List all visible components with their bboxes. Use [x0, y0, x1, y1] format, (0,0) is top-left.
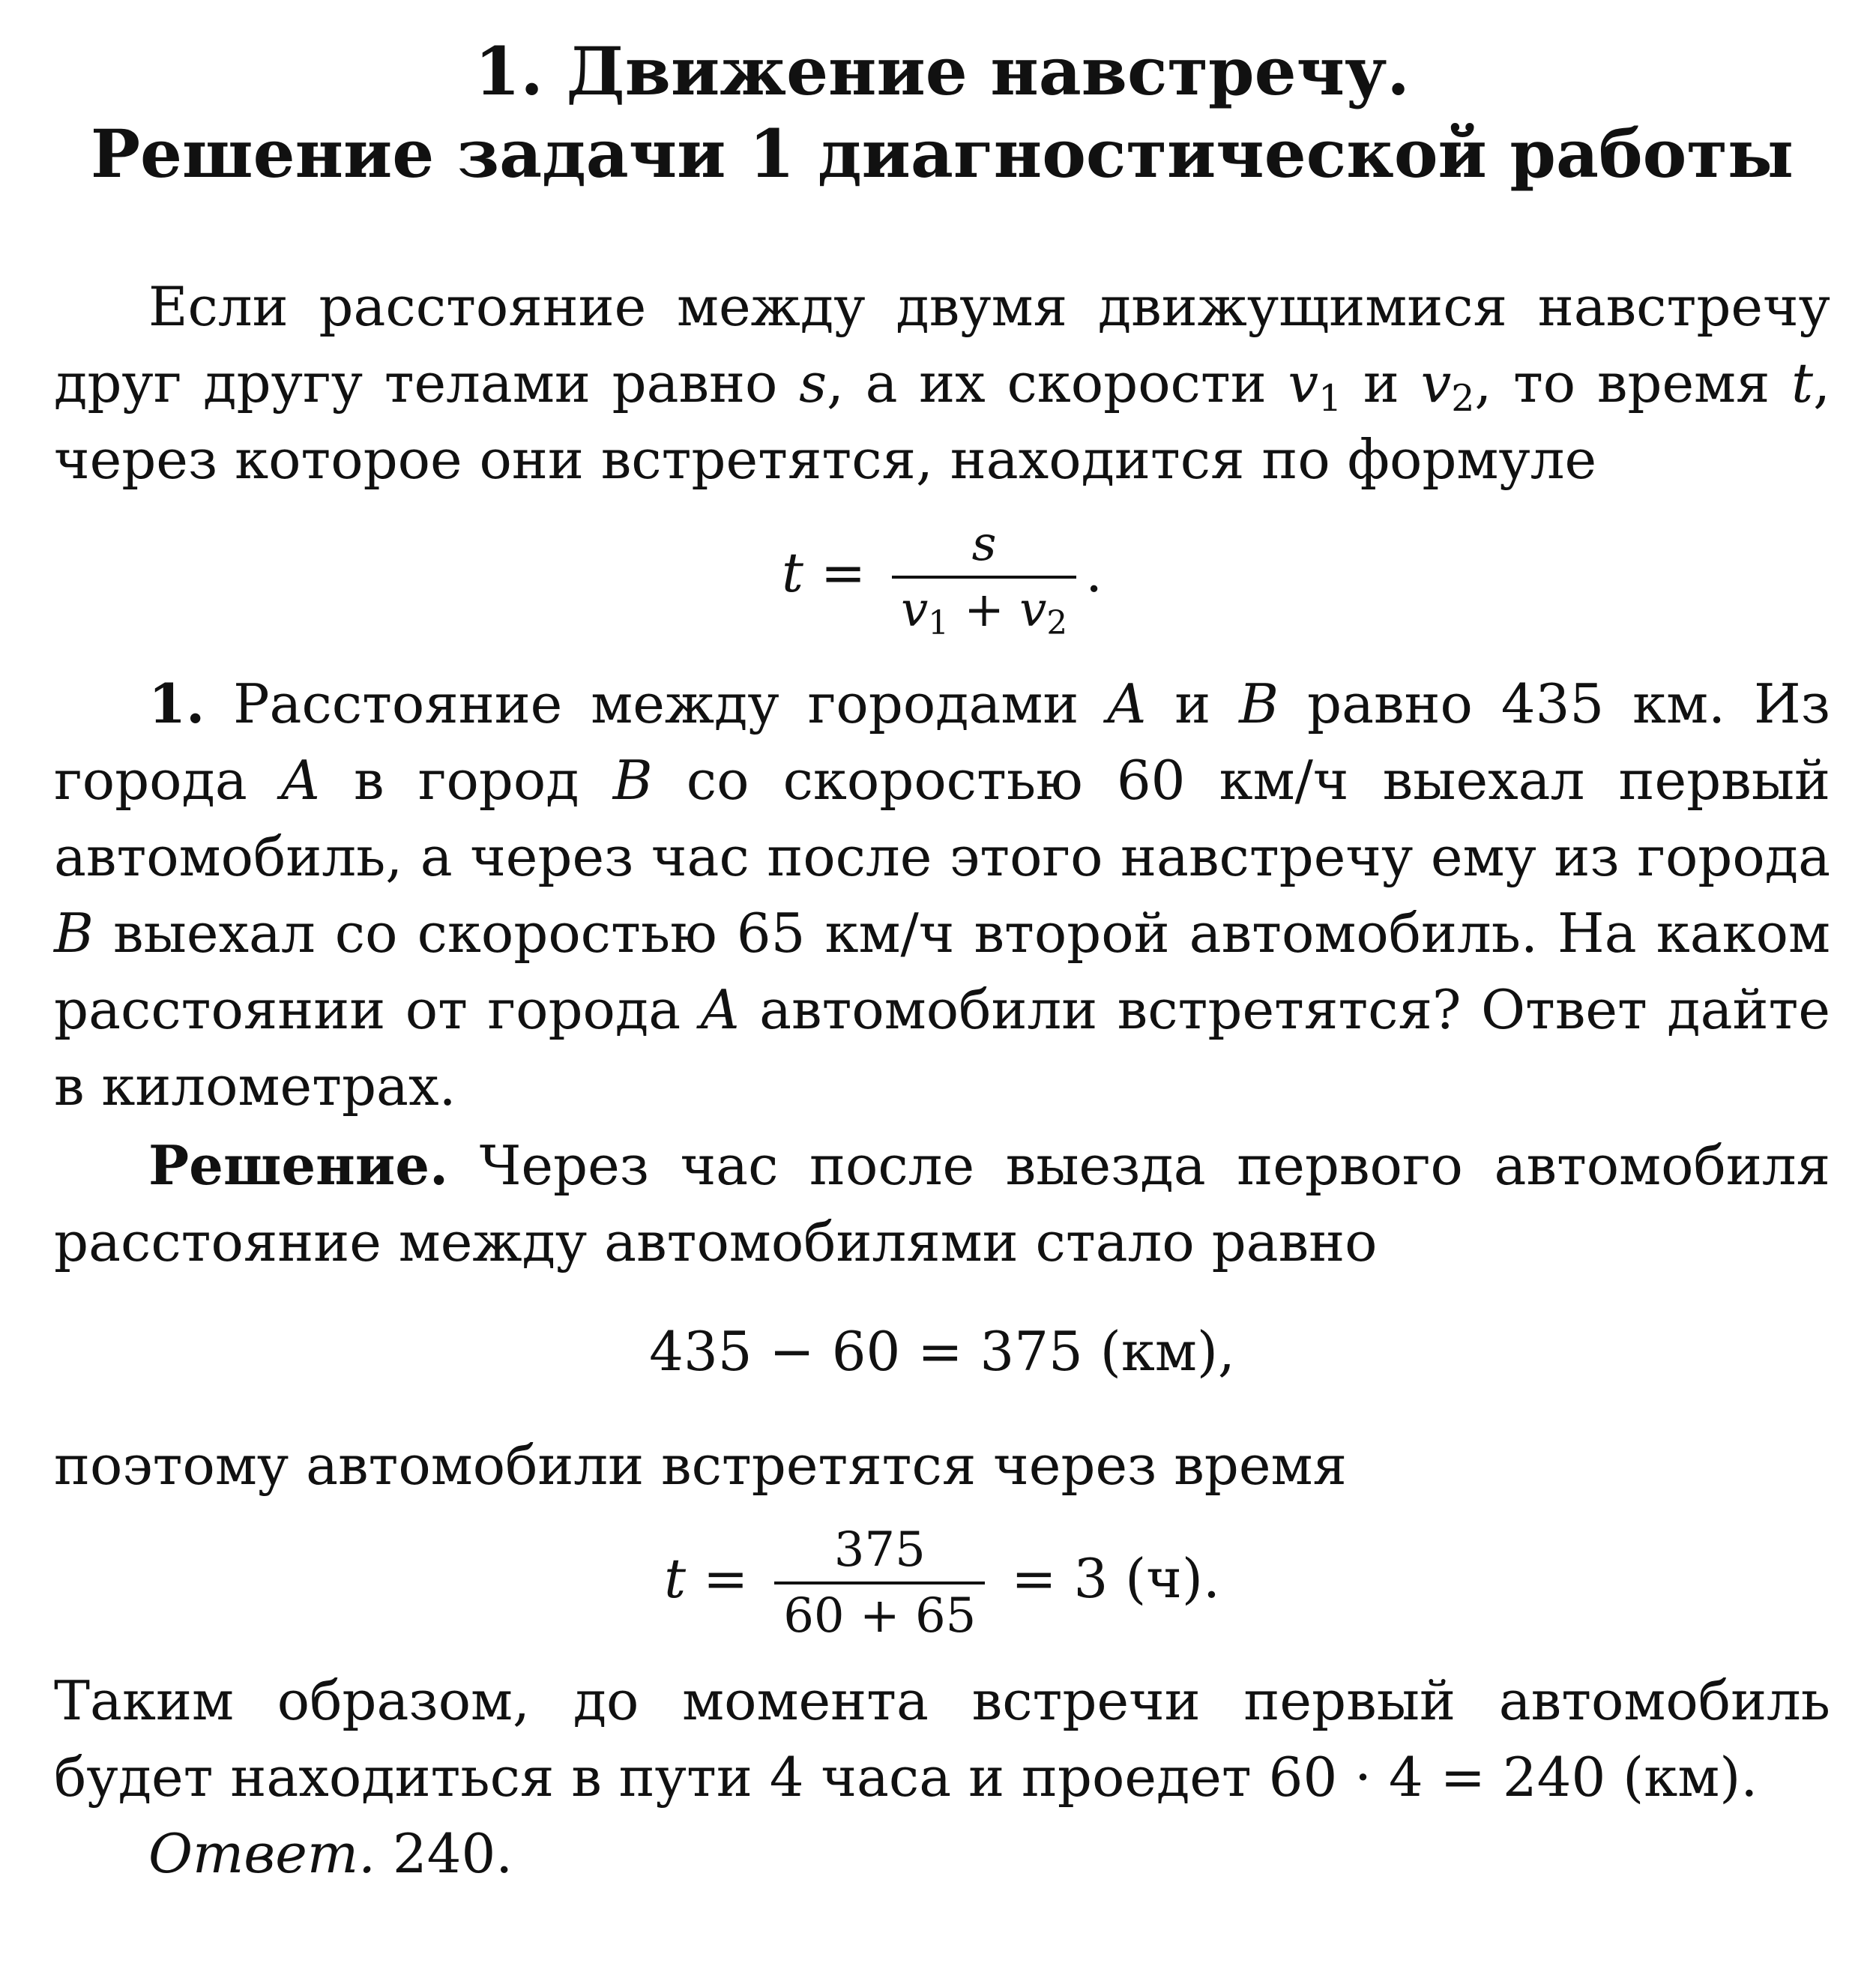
- problem-text-3: в город: [319, 749, 613, 812]
- intro-text-3: , то время: [1474, 352, 1792, 414]
- solution-text: Через час после выезда первого автомобиля расстояние между автомобилями стало равно: [54, 1134, 1830, 1273]
- formula3-fraction: [774, 1519, 985, 1647]
- formula-distance: 435 − 60 = 375 (км),: [649, 1320, 1235, 1383]
- page-title: [54, 30, 1830, 195]
- intro-paragraph: [54, 268, 1830, 498]
- problem-paragraph: [54, 666, 1830, 1124]
- formula1-sub2: 2: [1046, 604, 1068, 642]
- problem-text-1: Расстояние между городами: [205, 672, 1108, 735]
- city-b-3: B: [54, 902, 94, 965]
- formula3-t: t: [664, 1547, 687, 1610]
- title-line-2: Решение задачи 1 диагностической работы: [90, 115, 1794, 193]
- formula1-sub1: 1: [928, 604, 949, 642]
- formula1-numerator: s: [892, 513, 1076, 579]
- solution-paragraph: [54, 1127, 1830, 1280]
- answer-label: Ответ.: [148, 1822, 375, 1885]
- problem-number: 1.: [148, 672, 205, 735]
- page: [54, 30, 1830, 1892]
- formula1-period: .: [1085, 541, 1103, 604]
- intro-and: и: [1342, 352, 1421, 414]
- var-s: s: [799, 352, 827, 414]
- problem-text-6: автомобили встретятся? Ответ дайте в километрах.: [54, 978, 1830, 1118]
- problem-text-4: со скоростью 60 км/ч выехал первый автомобиль, а через час после этого навстречу ему из города: [54, 749, 1830, 888]
- city-a: A: [1107, 672, 1147, 735]
- formula3-denominator: 60 + 65: [783, 1588, 977, 1644]
- intro-text-4: , через которое они встретятся, находится по формуле: [54, 352, 1830, 491]
- city-a-3: A: [700, 978, 740, 1041]
- formula-time: [54, 513, 1830, 642]
- formula3-numerator: 375: [774, 1519, 985, 1585]
- city-b-2: B: [612, 749, 653, 812]
- problem-and: и: [1146, 672, 1240, 735]
- solution-label: Решение.: [148, 1133, 449, 1197]
- formula-meeting-time: [54, 1519, 1830, 1647]
- sub-2: 2: [1451, 377, 1475, 420]
- solution-continuation: поэтому автомобили встретятся через время: [54, 1434, 1347, 1497]
- formula3-eq: =: [686, 1547, 766, 1610]
- title-line-1: 1. Движение навстречу.: [474, 32, 1410, 110]
- formula1-plus: +: [948, 582, 1020, 638]
- city-a-2: A: [280, 749, 320, 812]
- formula3-result: = 3 (ч).: [994, 1547, 1220, 1610]
- intro-text-1: Если расстояние между двумя движущимися навстречу друг другу телами равно: [54, 275, 1830, 414]
- formula1-v1: v: [901, 582, 929, 638]
- intro-text-2: , а их скорости: [827, 352, 1288, 414]
- formula1-eq: =: [803, 541, 884, 604]
- conclusion-paragraph: Таким образом, до момента встречи первый автомобиль будет находиться в пути 4 часа и проедет 60 · 4 = 240 (км).: [54, 1669, 1830, 1809]
- problem-text-2: равно 435 км. Из города: [54, 672, 1831, 812]
- answer-line: [54, 1815, 1830, 1892]
- problem-text-5: выехал со скоростью 65 км/ч второй автомобиль. На каком расстоянии от города: [54, 902, 1830, 1041]
- var-v2: v: [1420, 352, 1452, 414]
- formula1-denominator: [892, 579, 1076, 642]
- answer-value: 240.: [375, 1822, 513, 1885]
- formula1-t: t: [782, 541, 803, 604]
- formula1-v2: v: [1019, 582, 1047, 638]
- sub-1: 1: [1318, 377, 1342, 420]
- var-t: t: [1791, 352, 1814, 414]
- var-v1: v: [1288, 352, 1319, 414]
- formula1-fraction: [892, 513, 1076, 642]
- city-b: B: [1239, 672, 1279, 735]
